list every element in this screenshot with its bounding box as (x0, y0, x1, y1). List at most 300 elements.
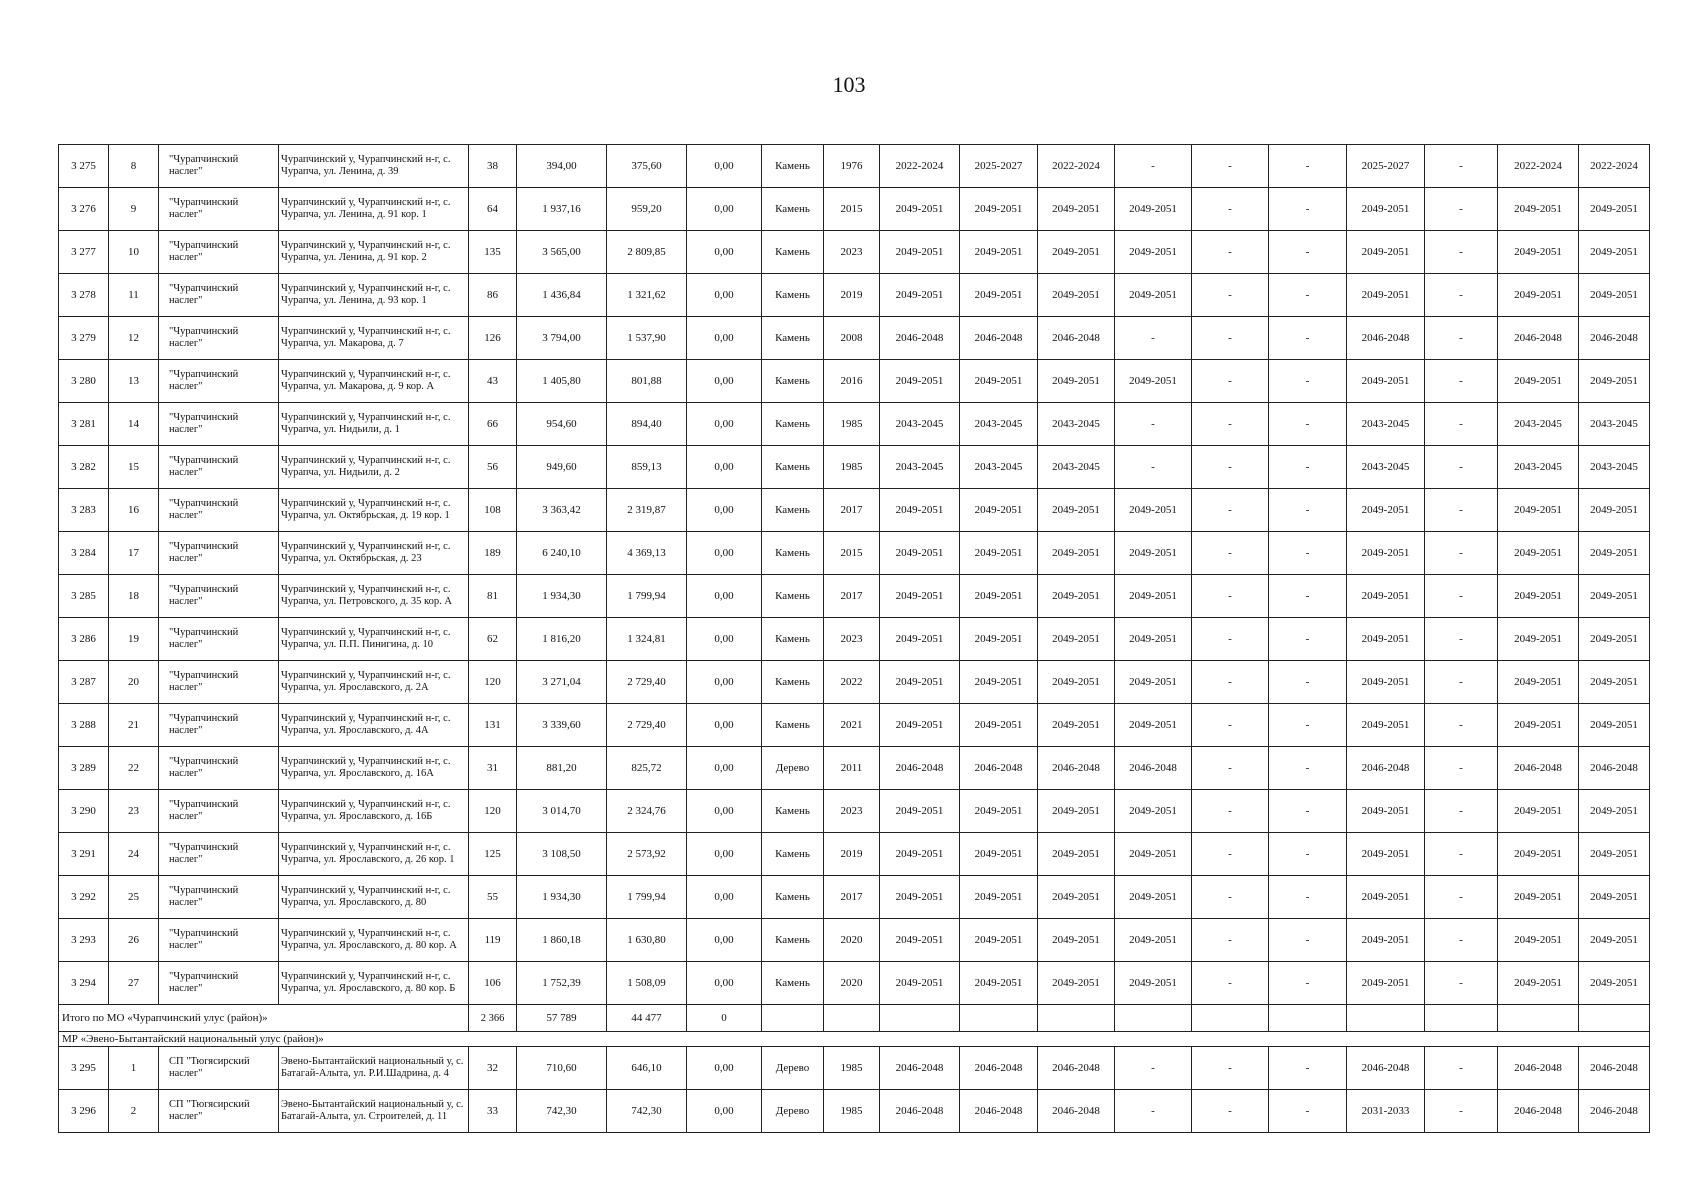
cell-c17: 2049-2051 (1347, 618, 1425, 661)
total-body (59, 1005, 1650, 1047)
cell-c12: 2046-2048 (960, 317, 1038, 360)
cell-c8: 0,00 (687, 1047, 762, 1090)
table-body-2 (59, 1047, 1650, 1133)
cell-c20: 2049-2051 (1579, 876, 1650, 919)
cell-mat: Камень (762, 231, 824, 274)
cell-c19: 2049-2051 (1498, 489, 1579, 532)
cell-c20: 2049-2051 (1579, 575, 1650, 618)
cell-c15: - (1192, 317, 1269, 360)
cell-c13: 2046-2048 (1038, 747, 1115, 790)
cell-addr: Чурапчинский у, Чурапчинский н-г, с. Чурапча, ул. Нидьили, д. 1 (279, 403, 469, 446)
cell-c13: 2046-2048 (1038, 1047, 1115, 1090)
cell-c8: 0,00 (687, 274, 762, 317)
cell-c13: 2049-2051 (1038, 188, 1115, 231)
cell-i: 20 (109, 661, 159, 704)
cell-c12: 2049-2051 (960, 231, 1038, 274)
cell-c20: 2049-2051 (1579, 919, 1650, 962)
cell-c5: 126 (469, 317, 517, 360)
cell-c17: 2049-2051 (1347, 962, 1425, 1005)
cell-c7: 1 321,62 (607, 274, 687, 317)
cell-c8: 0,00 (687, 919, 762, 962)
cell-c14: - (1115, 403, 1192, 446)
cell-c17: 2049-2051 (1347, 790, 1425, 833)
cell-c14: 2049-2051 (1115, 704, 1192, 747)
cell-addr: Чурапчинский у, Чурапчинский н-г, с. Чурапча, ул. Ярославского, д. 4А (279, 704, 469, 747)
cell-c20: 2043-2045 (1579, 403, 1650, 446)
cell-c14: 2049-2051 (1115, 188, 1192, 231)
cell-c14: 2049-2051 (1115, 790, 1192, 833)
cell-addr: Чурапчинский у, Чурапчинский н-г, с. Чурапча, ул. Петровского, д. 35 кор. А (279, 575, 469, 618)
cell-c7: 959,20 (607, 188, 687, 231)
cell-addr: Чурапчинский у, Чурапчинский н-г, с. Чурапча, ул. Ленина, д. 39 (279, 145, 469, 188)
cell-addr: Чурапчинский у, Чурапчинский н-г, с. Чурапча, ул. Ленина, д. 93 кор. 1 (279, 274, 469, 317)
table-row (59, 661, 1650, 704)
cell-mat: Камень (762, 145, 824, 188)
registry-table (58, 144, 1650, 1133)
cell-c19: 2046-2048 (1498, 1047, 1579, 1090)
cell-mat: Камень (762, 962, 824, 1005)
cell-addr: Чурапчинский у, Чурапчинский н-г, с. Чурапча, ул. Макарова, д. 9 кор. А (279, 360, 469, 403)
cell-c5: 38 (469, 145, 517, 188)
cell-c6: 742,30 (517, 1090, 607, 1133)
cell-c20: 2049-2051 (1579, 790, 1650, 833)
cell-c6: 3 108,50 (517, 833, 607, 876)
cell-c7: 859,13 (607, 446, 687, 489)
cell-c20: 2049-2051 (1579, 962, 1650, 1005)
cell-addr: Чурапчинский у, Чурапчинский н-г, с. Чурапча, ул. Ярославского, д. 80 (279, 876, 469, 919)
cell-c16: - (1269, 145, 1347, 188)
table-row (59, 403, 1650, 446)
cell-year: 1985 (824, 1047, 880, 1090)
cell-c17: 2049-2051 (1347, 360, 1425, 403)
cell-c16: - (1269, 833, 1347, 876)
table-row (59, 360, 1650, 403)
cell-n: 3 295 (59, 1047, 109, 1090)
table-row (59, 317, 1650, 360)
cell-c18: - (1425, 661, 1498, 704)
cell-c8: 0,00 (687, 962, 762, 1005)
cell-c19: 2049-2051 (1498, 575, 1579, 618)
cell-c6: 881,20 (517, 747, 607, 790)
cell-i: 18 (109, 575, 159, 618)
cell-c12: 2025-2027 (960, 145, 1038, 188)
cell-c19: 2049-2051 (1498, 274, 1579, 317)
cell-addr: Чурапчинский у, Чурапчинский н-г, с. Чурапча, ул. Ярославского, д. 26 кор. 1 (279, 833, 469, 876)
cell-c8: 0,00 (687, 446, 762, 489)
table-row (59, 532, 1650, 575)
total-label: Итого по МО «Чурапчинский улус (район)» (59, 1005, 469, 1032)
cell-c14: 2049-2051 (1115, 661, 1192, 704)
cell-c17: 2049-2051 (1347, 661, 1425, 704)
cell-c12: 2049-2051 (960, 188, 1038, 231)
cell-c15: - (1192, 188, 1269, 231)
cell-c5: 119 (469, 919, 517, 962)
cell-year: 1976 (824, 145, 880, 188)
cell-mo: "Чурапчинский наслег" (159, 489, 279, 532)
cell-mo: "Чурапчинский наслег" (159, 532, 279, 575)
table-row (59, 231, 1650, 274)
cell-c18: - (1425, 704, 1498, 747)
table-row (59, 489, 1650, 532)
cell-i: 21 (109, 704, 159, 747)
cell-c20: 2049-2051 (1579, 704, 1650, 747)
cell-i: 10 (109, 231, 159, 274)
cell-c19: 2046-2048 (1498, 747, 1579, 790)
cell-c14: - (1115, 145, 1192, 188)
table-row (59, 876, 1650, 919)
cell-mo: "Чурапчинский наслег" (159, 919, 279, 962)
cell-c14: 2049-2051 (1115, 274, 1192, 317)
cell-c7: 2 324,76 (607, 790, 687, 833)
cell-i: 17 (109, 532, 159, 575)
cell-c7: 825,72 (607, 747, 687, 790)
cell-mat: Камень (762, 790, 824, 833)
cell-n: 3 294 (59, 962, 109, 1005)
cell-c15: - (1192, 1090, 1269, 1133)
cell-c6: 394,00 (517, 145, 607, 188)
cell-c19: 2049-2051 (1498, 833, 1579, 876)
cell-c12: 2046-2048 (960, 1047, 1038, 1090)
cell-c19: 2046-2048 (1498, 1090, 1579, 1133)
cell-c11: 2043-2045 (880, 446, 960, 489)
cell-c8: 0,00 (687, 790, 762, 833)
cell-c6: 3 794,00 (517, 317, 607, 360)
cell-c11: 2049-2051 (880, 833, 960, 876)
cell-mo: "Чурапчинский наслег" (159, 446, 279, 489)
cell-c18: - (1425, 532, 1498, 575)
cell-c20: 2049-2051 (1579, 489, 1650, 532)
cell-c6: 1 934,30 (517, 876, 607, 919)
cell-c11: 2046-2048 (880, 747, 960, 790)
cell-mo: "Чурапчинский наслег" (159, 618, 279, 661)
cell-c20: 2049-2051 (1579, 274, 1650, 317)
cell-addr: Чурапчинский у, Чурапчинский н-г, с. Чурапча, ул. Ярославского, д. 16А (279, 747, 469, 790)
cell-c12: 2049-2051 (960, 876, 1038, 919)
cell-c19: 2049-2051 (1498, 919, 1579, 962)
cell-i: 23 (109, 790, 159, 833)
cell-year: 2011 (824, 747, 880, 790)
cell-c15: - (1192, 876, 1269, 919)
cell-c14: 2049-2051 (1115, 575, 1192, 618)
total-area: 57 789 (517, 1005, 607, 1032)
cell-c15: - (1192, 403, 1269, 446)
cell-c5: 106 (469, 962, 517, 1005)
cell-c12: 2049-2051 (960, 661, 1038, 704)
cell-c14: 2049-2051 (1115, 231, 1192, 274)
cell-c8: 0,00 (687, 661, 762, 704)
cell-c13: 2043-2045 (1038, 403, 1115, 446)
cell-i: 27 (109, 962, 159, 1005)
cell-n: 3 287 (59, 661, 109, 704)
cell-c6: 3 363,42 (517, 489, 607, 532)
cell-c5: 55 (469, 876, 517, 919)
cell-c20: 2046-2048 (1579, 747, 1650, 790)
cell-c7: 646,10 (607, 1047, 687, 1090)
total-c8: 0 (687, 1005, 762, 1032)
cell-c12: 2043-2045 (960, 446, 1038, 489)
cell-c8: 0,00 (687, 360, 762, 403)
cell-c7: 1 537,90 (607, 317, 687, 360)
total-row (59, 1005, 1650, 1032)
cell-c13: 2049-2051 (1038, 919, 1115, 962)
cell-c16: - (1269, 231, 1347, 274)
cell-n: 3 276 (59, 188, 109, 231)
cell-c6: 3 271,04 (517, 661, 607, 704)
table-row (59, 962, 1650, 1005)
cell-n: 3 291 (59, 833, 109, 876)
cell-c13: 2049-2051 (1038, 618, 1115, 661)
cell-c16: - (1269, 747, 1347, 790)
cell-c16: - (1269, 962, 1347, 1005)
table-row (59, 188, 1650, 231)
cell-n: 3 282 (59, 446, 109, 489)
cell-mat: Камень (762, 704, 824, 747)
cell-addr: Чурапчинский у, Чурапчинский н-г, с. Чурапча, ул. Нидьили, д. 2 (279, 446, 469, 489)
cell-c13: 2049-2051 (1038, 876, 1115, 919)
cell-c7: 2 729,40 (607, 661, 687, 704)
cell-c6: 1 860,18 (517, 919, 607, 962)
table-row (59, 618, 1650, 661)
cell-c14: 2049-2051 (1115, 833, 1192, 876)
cell-c14: 2046-2048 (1115, 747, 1192, 790)
cell-year: 2019 (824, 274, 880, 317)
cell-c15: - (1192, 575, 1269, 618)
cell-c16: - (1269, 532, 1347, 575)
cell-c14: 2049-2051 (1115, 919, 1192, 962)
cell-mo: "Чурапчинский наслег" (159, 876, 279, 919)
cell-c11: 2049-2051 (880, 790, 960, 833)
cell-year: 2017 (824, 575, 880, 618)
cell-c6: 1 934,30 (517, 575, 607, 618)
cell-c17: 2049-2051 (1347, 188, 1425, 231)
cell-c11: 2049-2051 (880, 188, 960, 231)
cell-c14: 2049-2051 (1115, 532, 1192, 575)
cell-n: 3 281 (59, 403, 109, 446)
cell-c14: - (1115, 446, 1192, 489)
cell-c8: 0,00 (687, 532, 762, 575)
cell-i: 1 (109, 1047, 159, 1090)
cell-c18: - (1425, 919, 1498, 962)
cell-c15: - (1192, 489, 1269, 532)
cell-c6: 3 339,60 (517, 704, 607, 747)
cell-c18: - (1425, 1090, 1498, 1133)
cell-addr: Чурапчинский у, Чурапчинский н-г, с. Чурапча, ул. Ленина, д. 91 кор. 2 (279, 231, 469, 274)
cell-c15: - (1192, 446, 1269, 489)
table-row (59, 833, 1650, 876)
cell-c13: 2049-2051 (1038, 790, 1115, 833)
cell-c6: 949,60 (517, 446, 607, 489)
cell-c5: 56 (469, 446, 517, 489)
cell-c11: 2049-2051 (880, 360, 960, 403)
cell-c14: 2049-2051 (1115, 618, 1192, 661)
cell-c18: - (1425, 317, 1498, 360)
table-row (59, 145, 1650, 188)
cell-mat: Камень (762, 833, 824, 876)
cell-c11: 2049-2051 (880, 274, 960, 317)
cell-c5: 86 (469, 274, 517, 317)
cell-c11: 2043-2045 (880, 403, 960, 446)
cell-c13: 2049-2051 (1038, 833, 1115, 876)
cell-c5: 135 (469, 231, 517, 274)
cell-n: 3 292 (59, 876, 109, 919)
cell-c12: 2046-2048 (960, 1090, 1038, 1133)
cell-mat: Камень (762, 446, 824, 489)
cell-c7: 1 630,80 (607, 919, 687, 962)
cell-c13: 2043-2045 (1038, 446, 1115, 489)
cell-c12: 2049-2051 (960, 489, 1038, 532)
cell-c11: 2049-2051 (880, 231, 960, 274)
cell-c19: 2046-2048 (1498, 317, 1579, 360)
cell-c8: 0,00 (687, 618, 762, 661)
cell-c7: 2 809,85 (607, 231, 687, 274)
table-row (59, 274, 1650, 317)
cell-c12: 2049-2051 (960, 274, 1038, 317)
cell-c7: 375,60 (607, 145, 687, 188)
cell-c16: - (1269, 446, 1347, 489)
table-row (59, 704, 1650, 747)
cell-i: 19 (109, 618, 159, 661)
cell-c12: 2049-2051 (960, 704, 1038, 747)
cell-c12: 2049-2051 (960, 532, 1038, 575)
cell-c19: 2049-2051 (1498, 618, 1579, 661)
cell-c12: 2049-2051 (960, 833, 1038, 876)
cell-c8: 0,00 (687, 833, 762, 876)
cell-c8: 0,00 (687, 188, 762, 231)
cell-c17: 2025-2027 (1347, 145, 1425, 188)
cell-c17: 2049-2051 (1347, 833, 1425, 876)
cell-mat: Камень (762, 575, 824, 618)
cell-addr: Чурапчинский у, Чурапчинский н-г, с. Чурапча, ул. П.П. Пинигина, д. 10 (279, 618, 469, 661)
cell-c7: 1 324,81 (607, 618, 687, 661)
cell-mat: Дерево (762, 1090, 824, 1133)
cell-mo: СП "Тюгясирский наслег" (159, 1090, 279, 1133)
cell-c17: 2049-2051 (1347, 704, 1425, 747)
cell-year: 2017 (824, 489, 880, 532)
cell-c13: 2049-2051 (1038, 274, 1115, 317)
table-row (59, 575, 1650, 618)
cell-year: 2017 (824, 876, 880, 919)
cell-c5: 108 (469, 489, 517, 532)
cell-c15: - (1192, 661, 1269, 704)
cell-c6: 3 565,00 (517, 231, 607, 274)
cell-c6: 1 405,80 (517, 360, 607, 403)
cell-c13: 2049-2051 (1038, 962, 1115, 1005)
cell-c19: 2049-2051 (1498, 962, 1579, 1005)
cell-i: 25 (109, 876, 159, 919)
cell-c20: 2049-2051 (1579, 661, 1650, 704)
cell-c19: 2049-2051 (1498, 360, 1579, 403)
cell-c8: 0,00 (687, 1090, 762, 1133)
cell-c19: 2022-2024 (1498, 145, 1579, 188)
cell-i: 11 (109, 274, 159, 317)
cell-mat: Камень (762, 403, 824, 446)
cell-n: 3 279 (59, 317, 109, 360)
cell-year: 2015 (824, 532, 880, 575)
cell-c7: 801,88 (607, 360, 687, 403)
cell-mat: Камень (762, 317, 824, 360)
cell-c18: - (1425, 876, 1498, 919)
cell-year: 2023 (824, 618, 880, 661)
cell-addr: Эвено-Бытантайский национальный у, с. Батагай-Алыта, ул. Строителей, д. 11 (279, 1090, 469, 1133)
cell-c13: 2049-2051 (1038, 532, 1115, 575)
cell-c15: - (1192, 145, 1269, 188)
cell-c15: - (1192, 532, 1269, 575)
cell-c16: - (1269, 1090, 1347, 1133)
cell-c8: 0,00 (687, 317, 762, 360)
cell-c11: 2049-2051 (880, 876, 960, 919)
cell-mo: "Чурапчинский наслег" (159, 790, 279, 833)
cell-c15: - (1192, 360, 1269, 403)
cell-mat: Дерево (762, 747, 824, 790)
cell-n: 3 284 (59, 532, 109, 575)
cell-c18: - (1425, 489, 1498, 532)
cell-c11: 2049-2051 (880, 704, 960, 747)
cell-c15: - (1192, 704, 1269, 747)
cell-n: 3 286 (59, 618, 109, 661)
cell-c8: 0,00 (687, 231, 762, 274)
cell-c20: 2049-2051 (1579, 360, 1650, 403)
cell-c18: - (1425, 747, 1498, 790)
cell-c12: 2049-2051 (960, 618, 1038, 661)
cell-c12: 2049-2051 (960, 919, 1038, 962)
cell-c19: 2043-2045 (1498, 446, 1579, 489)
cell-c15: - (1192, 747, 1269, 790)
table-row (59, 1047, 1650, 1090)
cell-c8: 0,00 (687, 575, 762, 618)
cell-mo: СП "Тюгясирский наслег" (159, 1047, 279, 1090)
cell-mat: Камень (762, 532, 824, 575)
cell-mo: "Чурапчинский наслег" (159, 704, 279, 747)
cell-n: 3 290 (59, 790, 109, 833)
cell-n: 3 277 (59, 231, 109, 274)
cell-c16: - (1269, 661, 1347, 704)
cell-c15: - (1192, 231, 1269, 274)
cell-c14: - (1115, 1047, 1192, 1090)
cell-c5: 62 (469, 618, 517, 661)
cell-c20: 2043-2045 (1579, 446, 1650, 489)
table-row (59, 919, 1650, 962)
cell-c18: - (1425, 575, 1498, 618)
cell-c19: 2049-2051 (1498, 188, 1579, 231)
cell-mat: Камень (762, 489, 824, 532)
cell-c14: 2049-2051 (1115, 962, 1192, 1005)
cell-n: 3 275 (59, 145, 109, 188)
cell-addr: Эвено-Бытантайский национальный у, с. Батагай-Алыта, ул. Р.И.Шадрина, д. 4 (279, 1047, 469, 1090)
total-living-area: 44 477 (607, 1005, 687, 1032)
cell-c6: 1 436,84 (517, 274, 607, 317)
cell-addr: Чурапчинский у, Чурапчинский н-г, с. Чурапча, ул. Ярославского, д. 80 кор. Б (279, 962, 469, 1005)
cell-year: 2016 (824, 360, 880, 403)
cell-c5: 33 (469, 1090, 517, 1133)
cell-c6: 710,60 (517, 1047, 607, 1090)
cell-c13: 2049-2051 (1038, 704, 1115, 747)
cell-mo: "Чурапчинский наслег" (159, 747, 279, 790)
cell-c18: - (1425, 360, 1498, 403)
cell-c16: - (1269, 704, 1347, 747)
cell-c5: 31 (469, 747, 517, 790)
cell-addr: Чурапчинский у, Чурапчинский н-г, с. Чурапча, ул. Ярославского, д. 80 кор. А (279, 919, 469, 962)
cell-c8: 0,00 (687, 145, 762, 188)
cell-mo: "Чурапчинский наслег" (159, 317, 279, 360)
cell-c16: - (1269, 618, 1347, 661)
cell-c7: 1 508,09 (607, 962, 687, 1005)
cell-c14: 2049-2051 (1115, 876, 1192, 919)
cell-addr: Чурапчинский у, Чурапчинский н-г, с. Чурапча, ул. Макарова, д. 7 (279, 317, 469, 360)
cell-year: 2020 (824, 962, 880, 1005)
cell-mat: Камень (762, 876, 824, 919)
cell-c18: - (1425, 1047, 1498, 1090)
cell-mo: "Чурапчинский наслег" (159, 188, 279, 231)
